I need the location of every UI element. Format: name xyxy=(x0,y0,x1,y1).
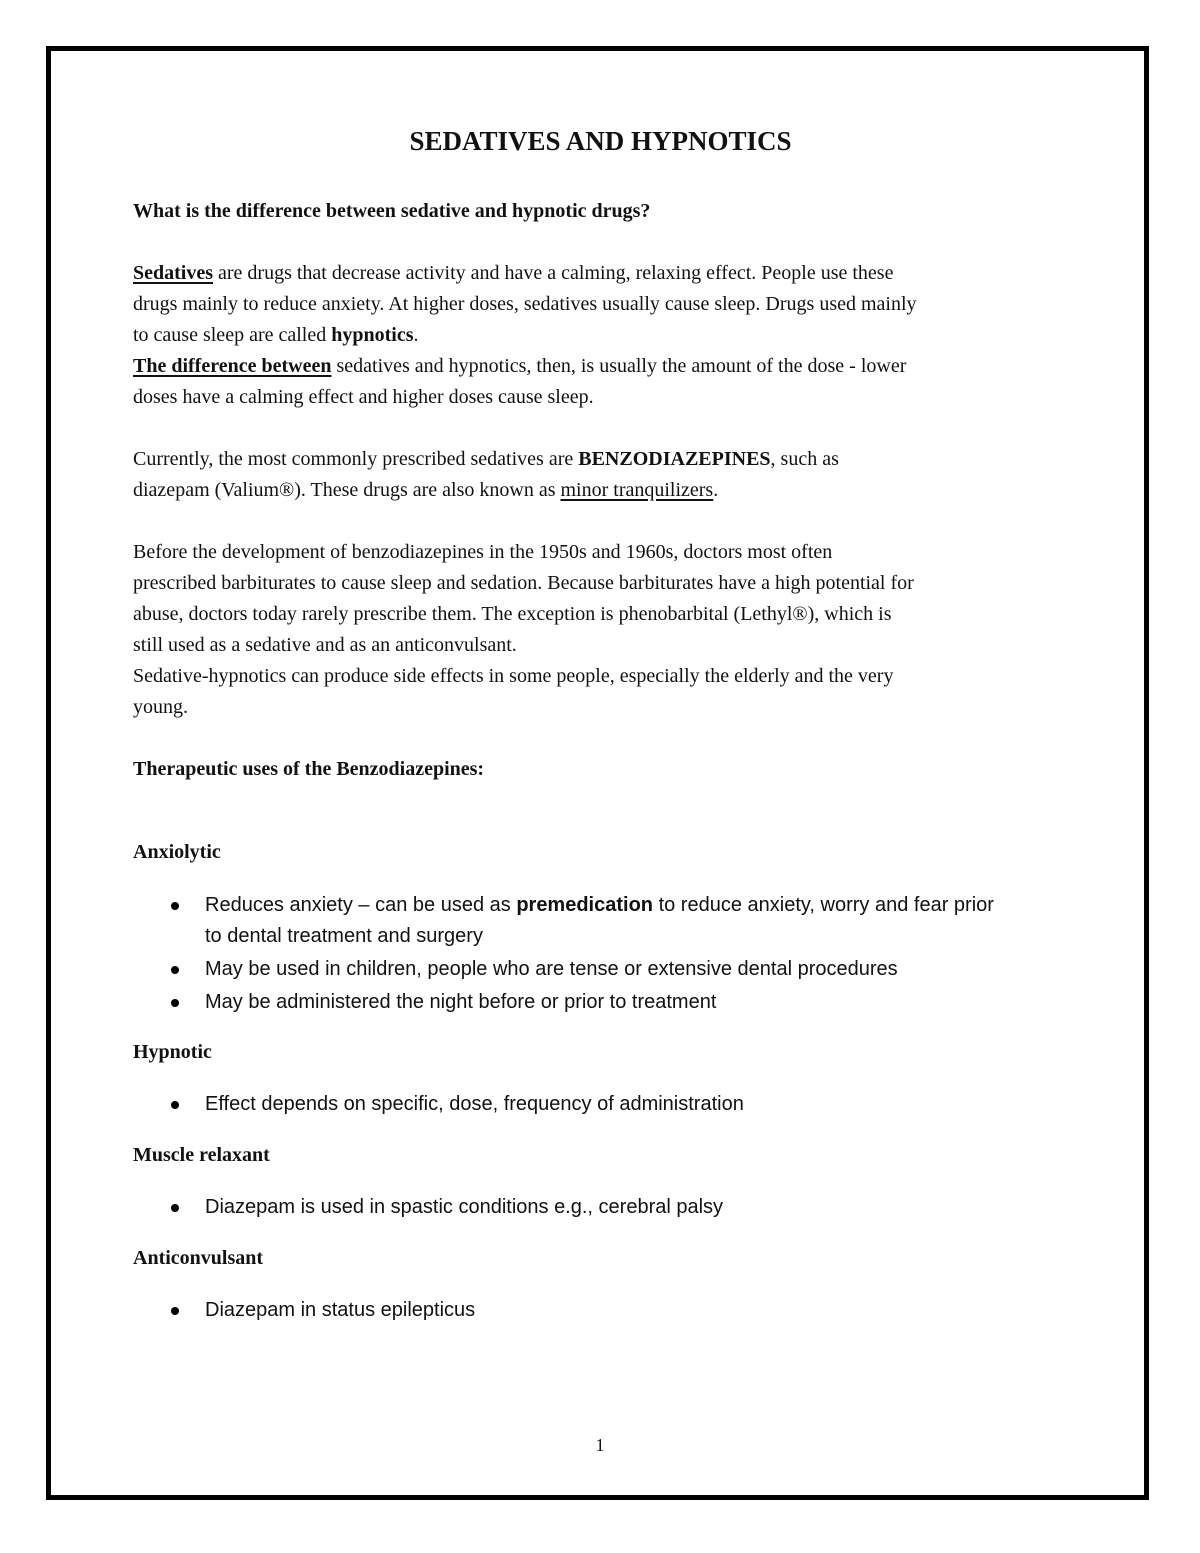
barbiturates-paragraph xyxy=(133,537,1068,723)
question-heading: What is the difference between sedative and hypnotic drugs? xyxy=(133,200,651,222)
list-item-text: Diazepam in status epilepticus xyxy=(205,1299,476,1321)
para3-line2-end: . xyxy=(713,479,719,501)
para3-line1-end: , such as xyxy=(770,448,839,470)
list-item-text: Reduces anxiety – can be used as xyxy=(205,894,517,916)
list-item xyxy=(133,1089,1068,1120)
list-item xyxy=(133,987,1068,1018)
anxiolytic-list xyxy=(133,890,1068,1018)
para4-line: Sedative-hypnotics can produce side effects in some people, especially the elderly and the very xyxy=(133,665,894,687)
bullet-icon xyxy=(171,1204,179,1212)
sedatives-definition-paragraph xyxy=(133,258,1068,413)
bullet-icon xyxy=(171,1101,179,1109)
list-item-text: May be administered the night before or prior to treatment xyxy=(205,991,717,1013)
list-item xyxy=(133,1192,1068,1223)
para1-line3-end: . xyxy=(413,324,419,346)
hypnotic-heading: Hypnotic xyxy=(133,1041,212,1063)
para2-line1-text: sedatives and hypnotics, then, is usually the amount of the dose - lower xyxy=(331,355,907,377)
list-item-text: to dental treatment and surgery xyxy=(205,925,483,947)
hypnotic-list xyxy=(133,1089,1068,1120)
sedatives-term: Sedatives xyxy=(133,262,213,284)
page-number: 1 xyxy=(595,1435,605,1455)
para1-line3-text: to cause sleep are called xyxy=(133,324,332,346)
benzodiazepines-paragraph xyxy=(133,444,1068,506)
premedication-term: premedication xyxy=(516,894,654,916)
list-item-text: May be used in children, people who are tense or extensive dental procedures xyxy=(205,958,898,980)
anticonvulsant-heading: Anticonvulsant xyxy=(133,1247,264,1269)
bullet-icon xyxy=(171,999,179,1007)
minor-tranquilizers-term: minor tranquilizers xyxy=(560,479,714,501)
para1-line1-text: are drugs that decrease activity and have a calming, relaxing effect. People use these xyxy=(213,262,894,284)
para3-line2-text: diazepam (Valium®). These drugs are also known as xyxy=(133,479,561,501)
para4-line: young. xyxy=(133,696,188,718)
bullet-icon xyxy=(171,1307,179,1315)
list-item xyxy=(133,954,1068,985)
para2-line2-text: doses have a calming effect and higher doses cause sleep. xyxy=(133,386,594,408)
para1-line2-text: drugs mainly to reduce anxiety. At higher doses, sedatives usually cause sleep. Drugs used mainly xyxy=(133,293,917,315)
anxiolytic-heading: Anxiolytic xyxy=(133,841,221,863)
list-item-text: Diazepam is used in spastic conditions e.g., cerebral palsy xyxy=(205,1196,724,1218)
para4-line: abuse, doctors today rarely prescribe them. The exception is phenobarbital (Lethyl®), which is xyxy=(133,603,892,625)
anticonvulsant-list xyxy=(133,1295,1068,1326)
para4-line: prescribed barbiturates to cause sleep and sedation. Because barbiturates have a high potential for xyxy=(133,572,914,594)
list-item-text: Effect depends on specific, dose, frequency of administration xyxy=(205,1093,744,1115)
list-item xyxy=(133,890,1068,952)
difference-term: The difference between xyxy=(133,355,332,377)
benzodiazepines-term: BENZODIAZEPINES xyxy=(578,448,771,470)
list-item-text: to reduce anxiety, worry and fear prior xyxy=(653,894,994,916)
list-item xyxy=(133,1295,1068,1326)
para4-line: Before the development of benzodiazepines in the 1950s and 1960s, doctors most often xyxy=(133,541,833,563)
para4-line: still used as a sedative and as an anticonvulsant. xyxy=(133,634,517,656)
bullet-icon xyxy=(171,902,179,910)
hypnotics-term: hypnotics xyxy=(331,324,414,346)
para3-line1-text: Currently, the most commonly prescribed sedatives are xyxy=(133,448,579,470)
therapeutic-uses-heading: Therapeutic uses of the Benzodiazepines: xyxy=(133,758,485,780)
document-title: SEDATIVES AND HYPNOTICS xyxy=(409,126,792,156)
bullet-icon xyxy=(171,966,179,974)
muscle-relaxant-heading: Muscle relaxant xyxy=(133,1144,270,1166)
muscle-relaxant-list xyxy=(133,1192,1068,1223)
